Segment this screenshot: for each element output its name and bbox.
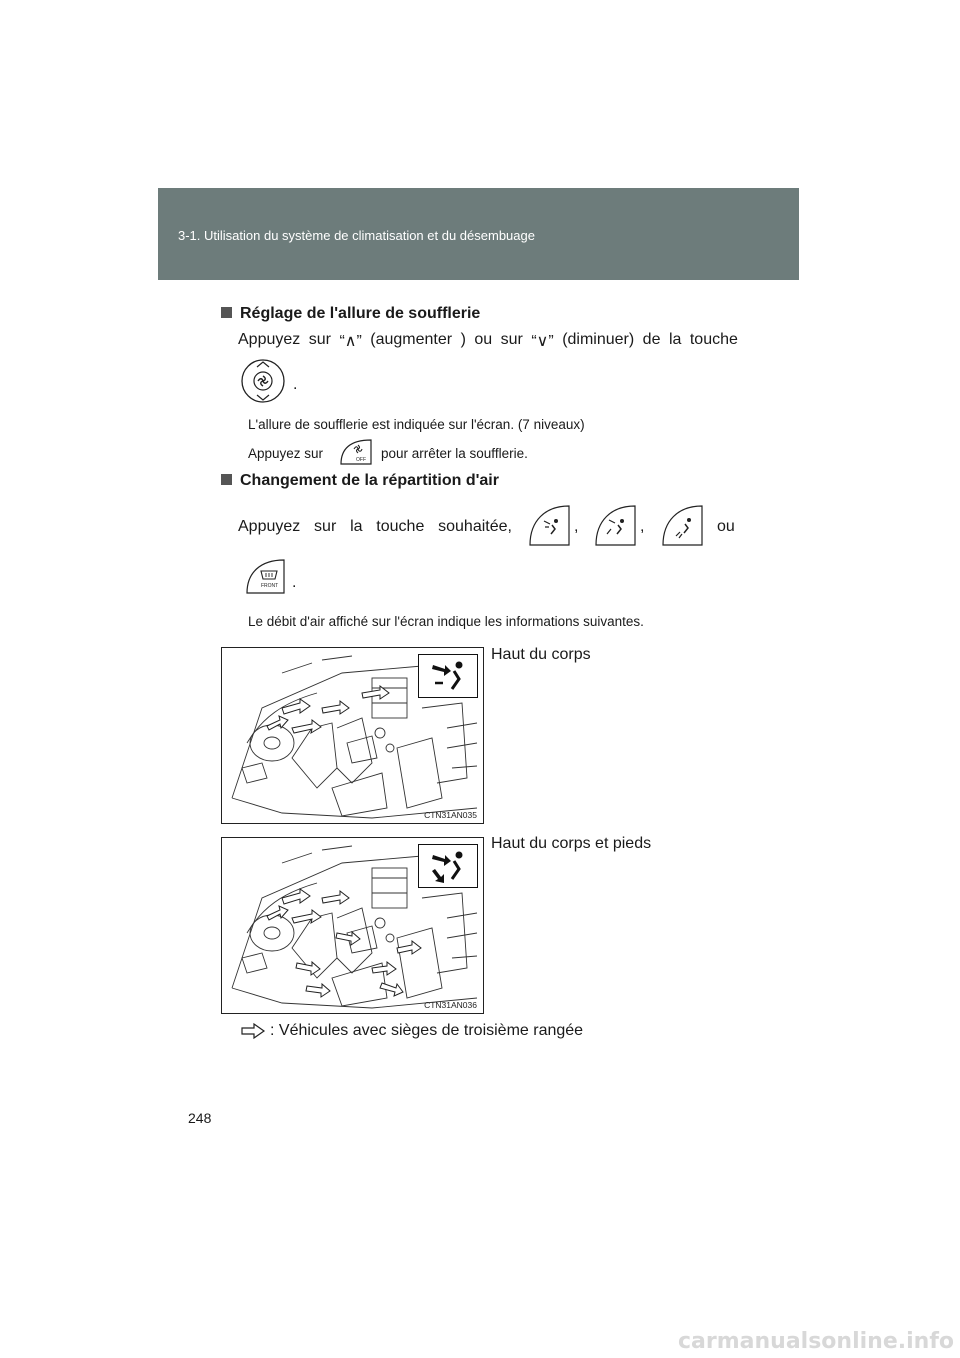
section-title-text: Changement de la répartition d'air: [240, 472, 499, 489]
word: souhaitée,: [438, 518, 512, 535]
figure-code: CTN31AN035: [424, 810, 477, 820]
word: ): [460, 331, 466, 348]
note-fan-levels: L'allure de soufflerie est indiquée sur l'écran. (7 niveaux): [248, 417, 585, 432]
fan-speed-dial-icon: [240, 358, 286, 404]
note-text: Appuyez sur: [248, 446, 324, 461]
figure-body-and-feet: [221, 837, 484, 1014]
figure-caption: Haut du corps: [491, 646, 591, 663]
watermark: carmanualsonline.info: [678, 1329, 954, 1354]
or-word: ou: [717, 518, 735, 535]
instruction-line: [238, 331, 738, 351]
upper-body-mode-button-icon: [527, 503, 571, 547]
figure-caption: Haut du corps et pieds: [491, 835, 652, 852]
off-label: OFF: [356, 457, 366, 463]
square-bullet-icon: [221, 474, 232, 485]
word: “∨”: [531, 333, 554, 350]
comma: ,: [640, 518, 645, 535]
word: sur: [500, 331, 523, 348]
feet-mode-button-icon: [660, 503, 704, 547]
upper-body-airflow-icon: [419, 655, 477, 697]
word: sur: [314, 518, 337, 535]
period: .: [293, 376, 298, 393]
word: Appuyez: [238, 331, 301, 348]
legend-text: : Véhicules avec sièges de troisième rangée: [270, 1022, 584, 1039]
airflow-mode-inset: [418, 654, 478, 698]
word: touche: [376, 518, 425, 535]
note-airflow-display: Le débit d'air affiché sur l'écran indique les informations suivantes.: [248, 614, 644, 629]
figure-upper-body: [221, 647, 484, 824]
front-defrost-button-icon: [244, 557, 286, 595]
body-feet-mode-button-icon: [593, 503, 637, 547]
section-title-air-distribution: [221, 472, 499, 490]
word: la: [668, 331, 682, 348]
hollow-arrow-icon: [240, 1022, 266, 1040]
word: (augmenter: [370, 331, 453, 348]
comma: ,: [574, 518, 579, 535]
word: Appuyez: [238, 518, 301, 535]
instruction-line: [238, 518, 512, 536]
word: ou: [474, 331, 493, 348]
airflow-mode-inset: [418, 844, 478, 888]
word: sur: [308, 331, 331, 348]
word: de: [642, 331, 661, 348]
page-number: 248: [188, 1110, 212, 1126]
body-feet-airflow-icon: [419, 845, 477, 887]
square-bullet-icon: [221, 307, 232, 318]
note-fan-off: [248, 446, 323, 461]
figure-code: CTN31AN036: [424, 1000, 477, 1010]
chapter-title: 3-1. Utilisation du système de climatisation et du désembuage: [178, 228, 535, 243]
word: la: [350, 518, 363, 535]
section-title-fan-speed: [221, 305, 480, 323]
period: .: [292, 574, 297, 591]
section-title-text: Réglage de l'allure de soufflerie: [240, 305, 481, 322]
fan-off-button-icon: [338, 437, 374, 467]
chapter-header: [158, 188, 799, 280]
word: “∧”: [339, 333, 362, 350]
word: touche: [689, 331, 738, 348]
note-fan-off-tail: pour arrêter la soufflerie.: [381, 446, 528, 461]
word: (diminuer): [562, 331, 635, 348]
front-label: FRONT: [261, 583, 279, 589]
